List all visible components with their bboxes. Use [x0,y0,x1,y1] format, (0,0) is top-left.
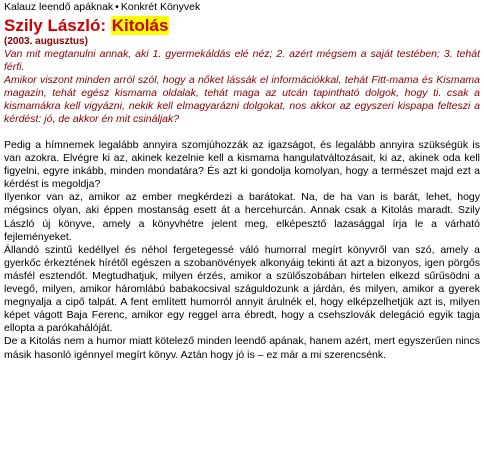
article-body [4,139,480,362]
body-paragraph: Állandó szintű kedéllyel és néhol fergetegessé váló humorral megírt könyvről van szó, amely a gyerkőc érkeztének hírétől egészen a szobanövények alkonyáig tekinti át azt a bizonyos, igen pörgős másfél esztendőt. Megtudhatjuk, milyen érzés, amikor a szülőszobában hirtelen elkezd sűrűsödni a levegő, milyen, amikor háromlábú babakocsival száguldozunk a járdán, és milyen, amikor a gyerek megnyalja a cipő talpát. A fent említett humorról annyit árulnék el, hogy elképzelhetjük azt is, milyen képet vágott Baja Ferenc, amikor egy reggel arra ébredt, hogy a csehszlovák delegáció egyik tagja ellopta a parókahálóját. [4,243,480,335]
lead-paragraph: Van mit megtanulni annak, aki 1. gyermekáldás elé néz; 2. azért mégsem a saját testében; 3. tehát férfi. [4,48,480,73]
author-name: Szily László: [4,16,107,35]
body-paragraph: De a Kitolás nem a humor miatt kötelező minden leendő apának, hanem azért, mert egyszerűen nincs másik hasonló igénnyel megírt könyv. Aztán hogy jó is – ez már a mi szerencsénk. [4,335,480,361]
breadcrumb [4,1,480,14]
book-title: Kitolás [111,16,169,35]
page-title [4,16,480,36]
body-paragraph: Pedig a hímnemek legalább annyira szomjúhozzák az igazságot, és legalább annyira szükségük is van azokra. Elvégre ki az, akinek kezelnie kell a kismama hangulatváltozásait, ki az, akinek oda kell figyelni, egyre inkább, minden mondatára? És azt ki gondolja komolyan, hogy a természet majd ezt a kérdést is megoldja? [4,139,480,191]
breadcrumb-separator: • [115,1,119,13]
breadcrumb-current-link[interactable]: Konkrét Könyvek [120,1,201,13]
publication-date: (2003. augusztus) [4,36,88,47]
breadcrumb-parent-link[interactable]: Kalauz leendő apáknak [4,1,114,13]
body-paragraph: Ilyenkor van az, amikor az ember megkérdezi a barátokat. Na, de ha van is barát, lehet, hogy mégsincs olyan, aki éppen mostanság esett át a hercehurcán. Annak csak a Kitolás maradt. Szily László új könyve, amely a könyvhétre jelent meg, elképesztő lazasággal írja le a várható fejleményeket. [4,191,480,243]
article-lead [4,48,480,126]
lead-paragraph: Amikor viszont minden arról szól, hogy a nőket lássák el információkkal, tehát Fitt-mama és Kismama magazin, tehát egész kismama oldalak, tehát maga az utcán tapintható dolgok, hogy ti. csak a kismamákra kell vigyázni, nekik kell elmagyarázni dolgokat, nos akkor az egyszeri kispapa felteszi a kérdést: jó, de akkor én mit csináljak? [4,74,480,125]
